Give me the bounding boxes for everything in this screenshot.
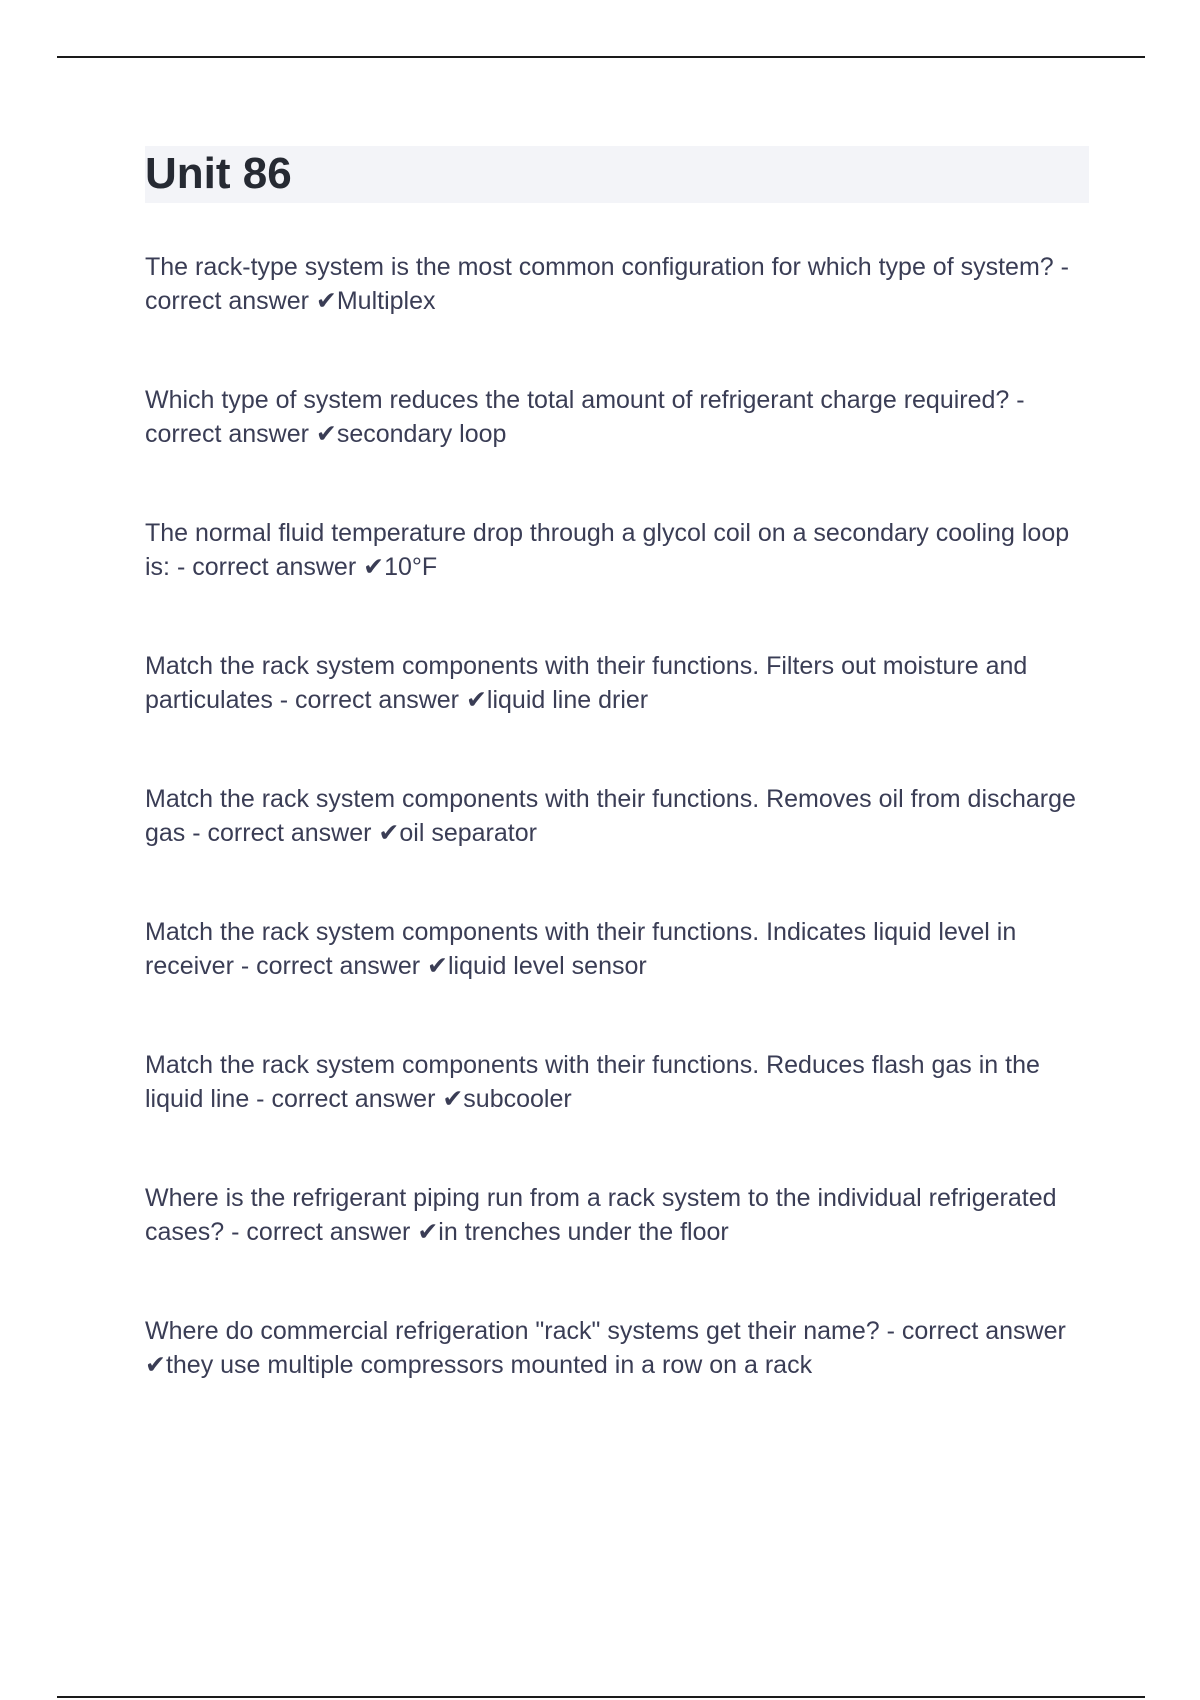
answer-text: liquid line drier — [486, 686, 649, 714]
answer-text: secondary loop — [336, 420, 507, 448]
checkmark-icon: ✔ — [315, 287, 337, 315]
question-text: Match the rack system components with their functions. Removes oil from discharge gas - correct answer — [145, 785, 1076, 847]
question-text: Match the rack system components with their functions. Indicates liquid level in receiver - correct answer — [145, 918, 1017, 980]
qa-item — [145, 782, 1095, 850]
question-text: The rack-type system is the most common configuration for which type of system? - correct answer — [145, 253, 1069, 315]
page-title: Unit 86 — [145, 149, 292, 198]
answer-text: they use multiple compressors mounted in a row on a rack — [165, 1351, 813, 1379]
qa-item — [145, 516, 1095, 584]
qa-item — [145, 915, 1095, 983]
answer-text: subcooler — [463, 1085, 572, 1113]
question-text: Match the rack system components with their functions. Reduces flash gas in the liquid line - correct answer — [145, 1051, 1040, 1113]
checkmark-icon: ✔ — [442, 1085, 464, 1113]
answer-text: Multiplex — [336, 287, 436, 315]
top-rule — [57, 56, 1145, 58]
qa-item — [145, 1048, 1095, 1116]
checkmark-icon: ✔ — [145, 1351, 166, 1379]
qa-item — [145, 1314, 1095, 1382]
checkmark-icon: ✔ — [417, 1218, 439, 1246]
checkmark-icon: ✔ — [315, 420, 337, 448]
answer-text: oil separator — [399, 819, 537, 847]
qa-item — [145, 383, 1095, 451]
checkmark-icon: ✔ — [465, 686, 487, 714]
checkmark-icon: ✔ — [427, 952, 448, 980]
checkmark-icon: ✔ — [363, 553, 385, 581]
question-text: The normal fluid temperature drop through a glycol coil on a secondary cooling loop is: - correct answer — [145, 519, 1070, 581]
title-band — [145, 146, 1089, 203]
answer-text: 10°F — [384, 553, 438, 581]
qa-item — [145, 1181, 1095, 1249]
qa-list — [145, 250, 1095, 1447]
answer-text: liquid level sensor — [447, 952, 647, 980]
qa-item — [145, 649, 1095, 717]
checkmark-icon: ✔ — [378, 819, 400, 847]
qa-item — [145, 250, 1095, 318]
question-text: Match the rack system components with their functions. Filters out moisture and particulates - correct answer — [145, 652, 1028, 714]
answer-text: in trenches under the floor — [438, 1218, 729, 1246]
question-text: Which type of system reduces the total amount of refrigerant charge required? - correct answer — [145, 386, 1025, 448]
question-text: Where do commercial refrigeration "rack" systems get their name? - correct answer — [145, 1317, 1066, 1345]
question-text: Where is the refrigerant piping run from a rack system to the individual refrigerated cases? - correct answer — [145, 1184, 1057, 1246]
bottom-rule — [57, 1696, 1145, 1698]
